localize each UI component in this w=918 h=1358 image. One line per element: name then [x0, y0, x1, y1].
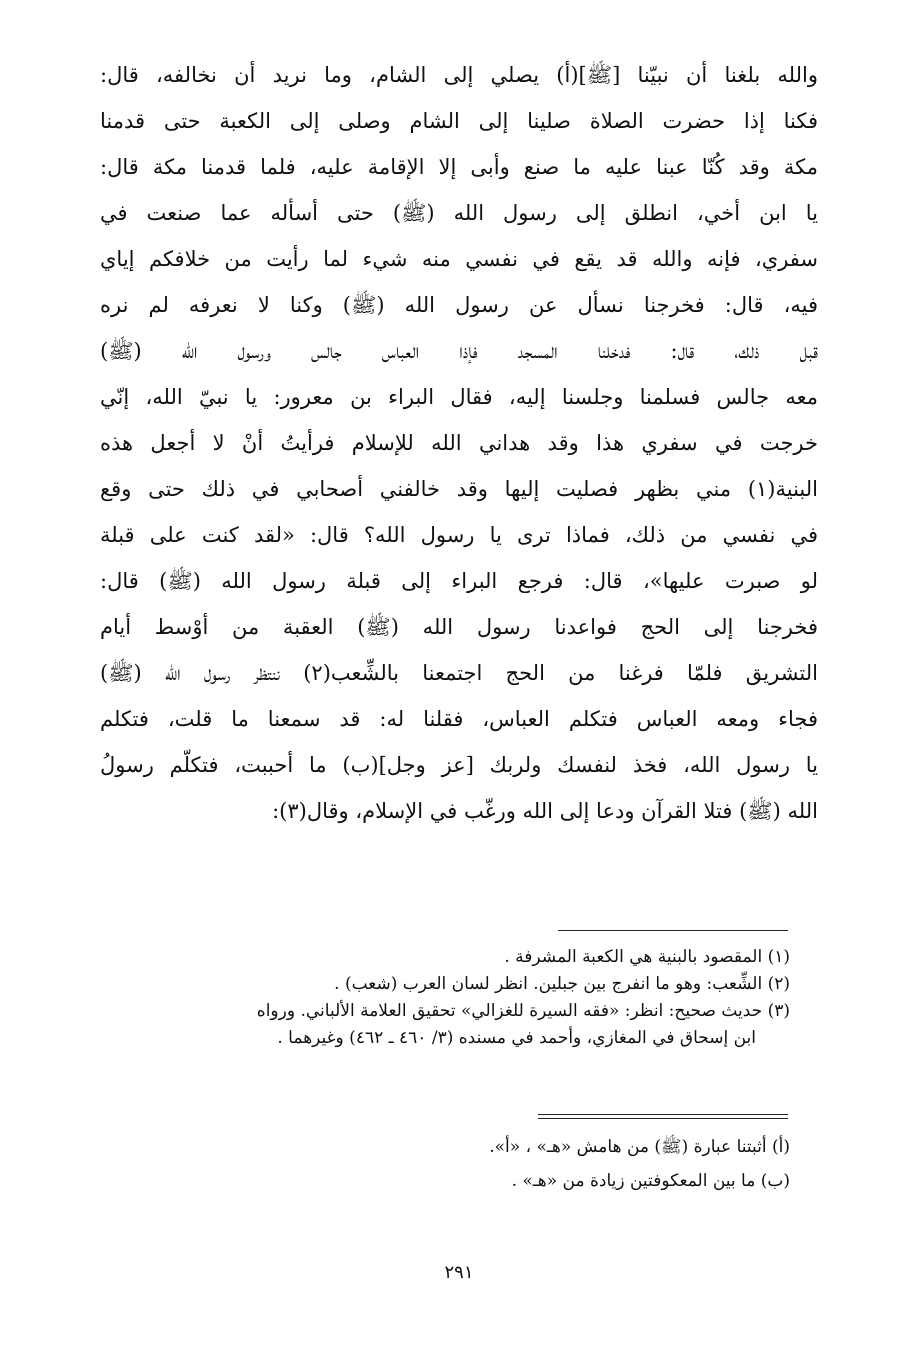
text-line: فيه، قال: فخرجنا نسأل عن رسول الله (ﷺ) وكنا لا نعرفه لم نره — [100, 293, 818, 317]
text-line: فخرجنا إلى الحج فواعدنا رسول الله (ﷺ) العقبة من أوْسط أيام — [100, 615, 818, 639]
text-line: الله (ﷺ) فتلا القرآن ودعا إلى الله ورغّب في الإسلام، وقال(٣): — [272, 799, 818, 823]
footnote: (١) المقصود بالبنية هي الكعبة المشرفة . — [504, 947, 790, 967]
page-number: ٢٩١ — [444, 1262, 474, 1283]
text-line: سفري، فإنه والله قد يقع في نفسي منه شيء لما رأيت من خلافكم إياي — [100, 247, 818, 271]
variant-notes — [70, 1130, 790, 1198]
text-line: لو صبرت عليها»، قال: فرجع البراء إلى قبلة رسول الله (ﷺ) قال: — [100, 569, 818, 593]
text-line: مكة وقد كُنّا عبنا عليه ما صنع وأبى إلا الإقامة عليه، فلما قدمنا مكة قال: — [100, 155, 818, 179]
text-line: في نفسي من ذلك، فماذا ترى يا رسول الله؟ قال: «لقد كنت على قبلة — [100, 523, 818, 547]
text-line: يا رسول الله، فخذ لنفسك ولربك [عز وجل](ب) ما أحببت، فتكلّم رسولُ — [100, 753, 818, 777]
text-line: فجاء ومعه العباس فتكلم العباس، فقلنا له: قد سمعنا ما قلت، فتكلم — [100, 707, 818, 731]
text-line: يا ابن أخي، انطلق إلى رسول الله (ﷺ) حتى أسأله عما صنعت في — [100, 201, 818, 225]
main-text — [100, 52, 818, 834]
text-line: والله بلغنا أن نبيّنا [ﷺ](أ) يصلي إلى الشام، وما نريد أن نخالفه، قال: — [100, 63, 818, 87]
text-line: قبل ذلك، قال: فدخلنا المسجد فإذا العباس جالس ورسول الله (ﷺ) — [100, 339, 818, 363]
text-line: البنية(١) مني بظهر فصليت إليها وقد خالفني أصحابي في ذلك حتى وقع — [100, 477, 818, 501]
footnotes — [70, 944, 790, 1052]
variant-divider-top — [538, 1114, 788, 1115]
footnote-divider — [558, 930, 788, 931]
text-line: معه جالس فسلمنا وجلسنا إليه، فقال البراء بن معرور: يا نبيّ الله، إنّي — [100, 385, 818, 409]
text-line: فكنا إذا حضرت الصلاة صلينا إلى الشام وصلى إلى الكعبة حتى قدمنا — [100, 109, 818, 133]
footnote: (٣) حديث صحيح: انظر: «فقه السيرة للغزالي» تحقيق العلامة الألباني. ورواه — [256, 1001, 790, 1021]
variant-note: (أ) أثبتنا عبارة (ﷺ) من هامش «هـ» ، «أ». — [489, 1137, 790, 1157]
footnote: ابن إسحاق في المغازي، وأحمد في مسنده (٣/ ٤٦٠ ـ ٤٦٢) وغيرهما . — [277, 1028, 756, 1048]
variant-note: (ب) ما بين المعكوفتين زيادة من «هـ» . — [511, 1171, 790, 1191]
variant-divider-bottom — [538, 1118, 788, 1119]
footnote: (٢) الشِّعب: وهو ما انفرج بين جبلين. انظر لسان العرب (شعب) . — [334, 974, 790, 994]
text-line: خرجت في سفري هذا وقد هداني الله للإسلام فرأيتُ أنْ لا أجعل هذه — [100, 431, 818, 455]
text-line: التشريق فلمّا فرغنا من الحج اجتمعنا بالشِّعب(٢) ننتظر رسول الله (ﷺ) — [100, 661, 818, 685]
